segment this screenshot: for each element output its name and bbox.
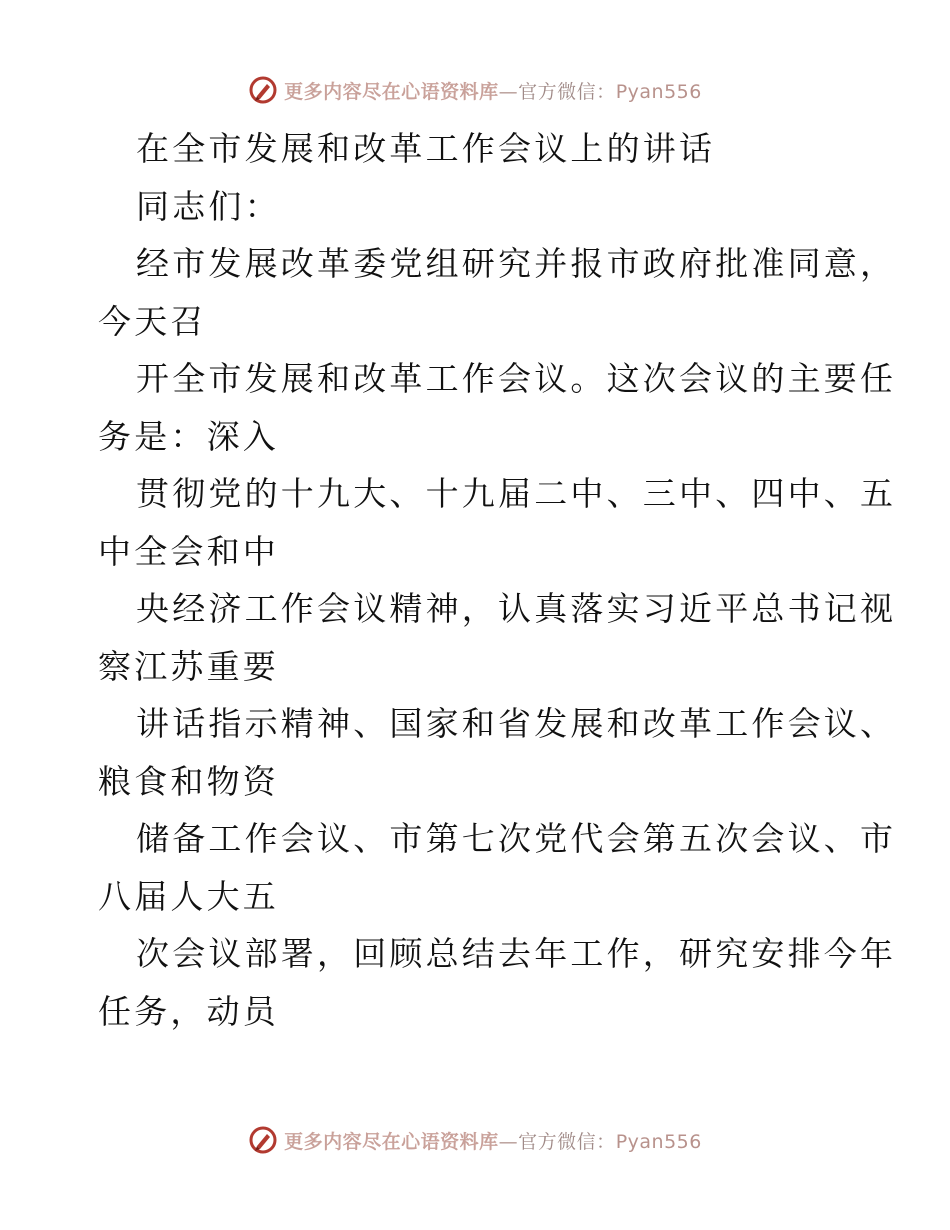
banner-wechat-id: Pyan556 <box>615 1130 702 1153</box>
text-line: 察江苏重要 <box>98 646 279 686</box>
footer-banner <box>0 1120 950 1160</box>
banner-promo-text: 更多内容尽在心语资料库 <box>284 1130 499 1153</box>
banner-wechat-label: 官方微信： <box>518 80 616 103</box>
header-banner <box>0 70 950 110</box>
text-line: 务是：深入 <box>98 416 279 456</box>
banner-wechat-label: 官方微信： <box>518 1130 616 1153</box>
banner-text <box>284 77 702 104</box>
banner-text <box>284 1127 702 1154</box>
text-line: 任务，动员 <box>98 991 279 1031</box>
text-line: 八届人大五 <box>98 876 279 916</box>
text-line: 今天召 <box>98 301 207 341</box>
banner-promo-text: 更多内容尽在心语资料库 <box>284 80 499 103</box>
document-body <box>98 120 897 1040</box>
text-line: 中全会和中 <box>98 531 279 571</box>
text-line: 经市发展改革委党组研究并报市政府批准同意， <box>136 244 897 283</box>
document-salutation: 同志们： <box>136 186 281 226</box>
text-line: 粮食和物资 <box>98 761 279 801</box>
banner-dash: — <box>498 1130 519 1153</box>
text-line: 次会议部署，回顾总结去年工作，研究安排今年 <box>136 934 897 973</box>
document-title: 在全市发展和改革工作会议上的讲话 <box>136 129 716 168</box>
banner-dash: — <box>498 80 519 103</box>
pen-in-circle-icon <box>248 75 278 105</box>
text-line: 储备工作会议、市第七次党代会第五次会议、市 <box>136 819 897 858</box>
banner-wechat-id: Pyan556 <box>615 80 702 103</box>
text-line: 央经济工作会议精神，认真落实习近平总书记视 <box>136 589 897 628</box>
text-line: 贯彻党的十九大、十九届二中、三中、四中、五 <box>136 474 897 513</box>
pen-in-circle-icon <box>248 1125 278 1155</box>
text-line: 讲话指示精神、国家和省发展和改革工作会议、 <box>136 704 897 743</box>
text-line: 开全市发展和改革工作会议。这次会议的主要任 <box>136 359 897 398</box>
